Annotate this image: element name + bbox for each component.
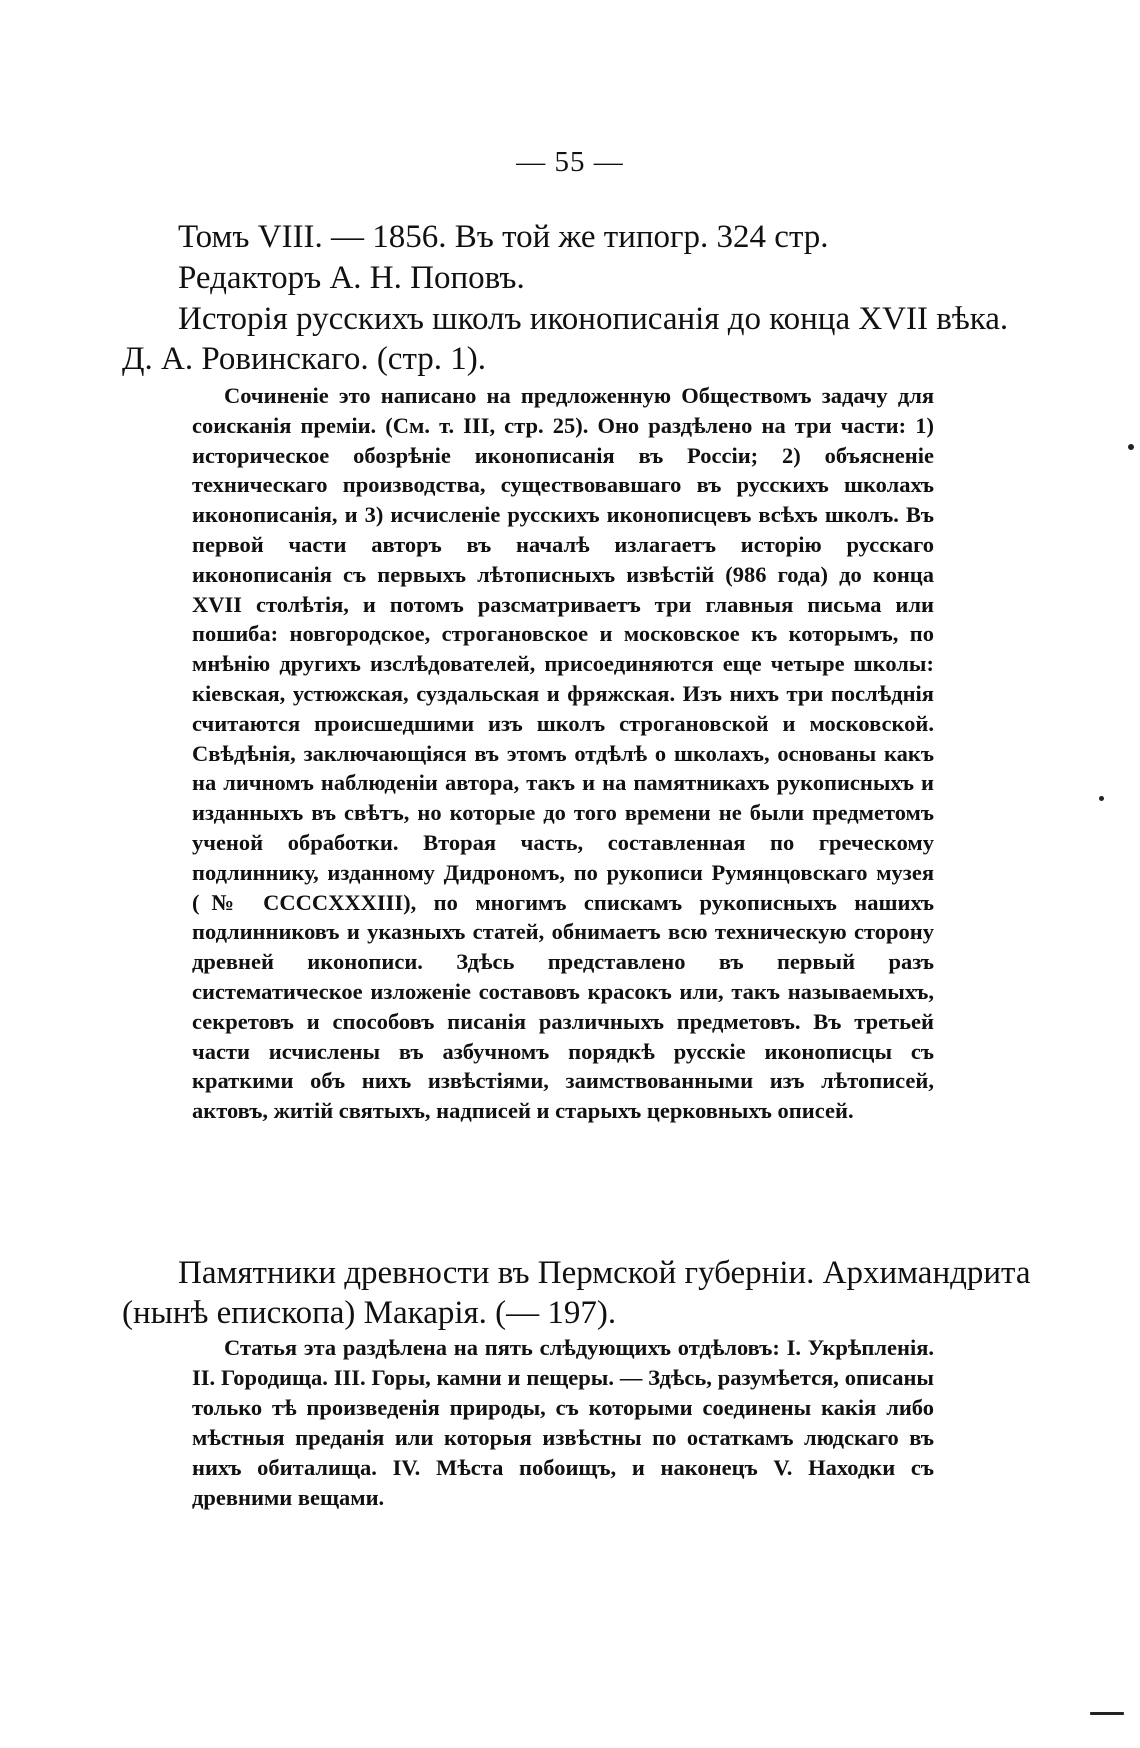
article-paragraph bbox=[192, 381, 934, 1126]
article-paragraph-text: Статья эта раздѣлена на пять слѣдующихъ отдѣловъ: I. Укрѣпленія. II. Городища. III. Горы, камни и пещеры. — Здѣсь, разумѣется, описаны только тѣ произведенія природы, съ которыми соединены какія либо мѣстныя преданія или которыя извѣстны по остаткамъ людскаго въ нихъ обиталища. IV. Мѣста побоищъ, и наконецъ V. Находки съ древними вещами. bbox=[192, 1335, 934, 1510]
page-number: — 55 — bbox=[516, 146, 624, 178]
article-author-line: (нынѣ епископа) Макарія. (— 197). bbox=[122, 1295, 617, 1331]
article-title-line: Памятники древности въ Пермской губерніи. Архимандрита bbox=[178, 1255, 1031, 1291]
scan-speck bbox=[1128, 444, 1134, 450]
article-author-line: Д. А. Ровинскаго. (стр. 1). bbox=[122, 341, 487, 377]
article-paragraph bbox=[192, 1333, 934, 1513]
scan-speck bbox=[1090, 1712, 1124, 1715]
editor-line: Редакторъ А. Н. Поповъ. bbox=[178, 260, 525, 296]
article-title-line: Исторія русскихъ школъ иконописанія до конца XVII вѣка. bbox=[178, 301, 1009, 337]
scan-speck bbox=[1099, 796, 1104, 801]
volume-entry-line: Томъ VIII. — 1856. Въ той же типогр. 324 стр. bbox=[178, 219, 829, 255]
article-paragraph-text: Сочиненіе это написано на предложенную Обществомъ задачу для соисканія преміи. (См. т. III, стр. 25). Оно раздѣлено на три части: 1) историческое обозрѣніе иконописанія въ Россіи; 2) объясненіе техническаго производства, существовавшаго въ русскихъ школахъ иконописанія, и 3) исчисленіе русскихъ иконописцевъ всѣхъ школъ. Въ первой части авторъ въ началѣ излагаетъ исторію русскаго иконописанія съ первыхъ лѣтописныхъ извѣстій (986 года) до конца XVII столѣтія, и потомъ разсматриваетъ три главныя письма или пошиба: новгородское, строгановское и московское къ которымъ, по мнѣнію другихъ изслѣдователей, присоединяются еще четыре школы: кіевская, устюжская, суздальская и фряжская. Изъ нихъ три послѣднія считаются происшедшими изъ школъ строгановской и московской. Свѣдѣнія, заключающіяся въ этомъ отдѣлѣ о школахъ, основаны какъ на личномъ наблюденіи автора, такъ и на памятникахъ рукописныхъ и изданныхъ въ свѣтъ, но которые до того времени не были предметомъ ученой обработки. Вторая часть, составленная по греческому подлиннику, изданному Дидрономъ, по рукописи Румянцовскаго музея (№ CCCCXXXIII), по многимъ спискамъ рукописныхъ нашихъ подлинниковъ и указныхъ статей, обнимаетъ всю техническую сторону древней иконописи. Здѣсь представлено въ первый разъ систематическое изложеніе составовъ красокъ или, такъ называемыхъ, секретовъ и способовъ писанія различныхъ предметовъ. Въ третьей части исчислены въ азбучномъ порядкѣ русскіе иконописцы съ краткими объ нихъ извѣстіями, заимствованными изъ лѣтописей, актовъ, житій святыхъ, надписей и старыхъ церковныхъ описей. bbox=[192, 383, 934, 1124]
